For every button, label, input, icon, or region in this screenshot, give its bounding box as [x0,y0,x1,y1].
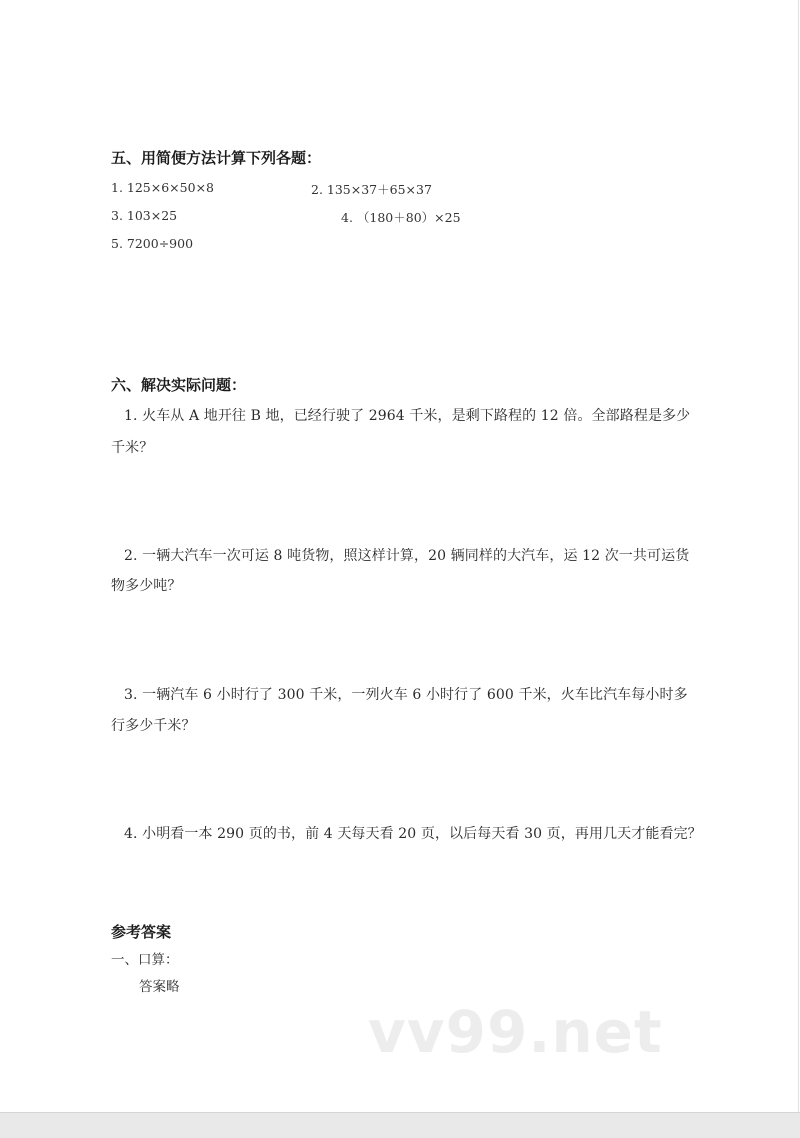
problem-4-line-1: 4. 小明看一本 290 页的书，前 4 天每天看 20 页，以后每天看 30 页，再用几天才能看完？ [124,826,702,842]
problem-2-line-1: 2. 一辆大汽车一次可运 8 吨货物，照这样计算，20 辆同样的大汽车，运 12 次一共可运货 [124,548,690,564]
calc-item-2: 2. 135×37＋65×37 [311,182,432,197]
problem-1-line-2: 千米？ [111,440,154,456]
problem-1-line-1: 1. 火车从 A 地开往 B 地，已经行驶了 2964 千米，是剩下路程的 12 倍。全部路程是多少 [124,408,691,424]
watermark-text: vv99.net [368,998,663,1066]
problem-3-line-1: 3. 一辆汽车 6 小时行了 300 千米，一列火车 6 小时行了 600 千米，火车比汽车每小时多 [124,687,688,703]
problem-3-line-2: 行多少千米？ [111,718,196,734]
calc-item-4: 4. （180＋80）×25 [341,210,461,225]
answers-title: 参考答案 [111,923,172,941]
calc-item-3: 3. 103×25 [111,208,178,223]
section5-heading: 五、用简便方法计算下列各题： [111,149,322,167]
viewer-bottom-strip [0,1112,800,1138]
calc-item-5: 5. 7200÷900 [111,236,194,251]
calc-item-1: 1. 125×6×50×8 [111,180,214,195]
section6-heading: 六、解决实际问题： [111,376,247,394]
answers-part1-label: 一、口算： [111,952,179,968]
problem-2-line-2: 物多少吨？ [111,578,182,594]
answers-part1-answer: 答案略 [139,979,180,995]
